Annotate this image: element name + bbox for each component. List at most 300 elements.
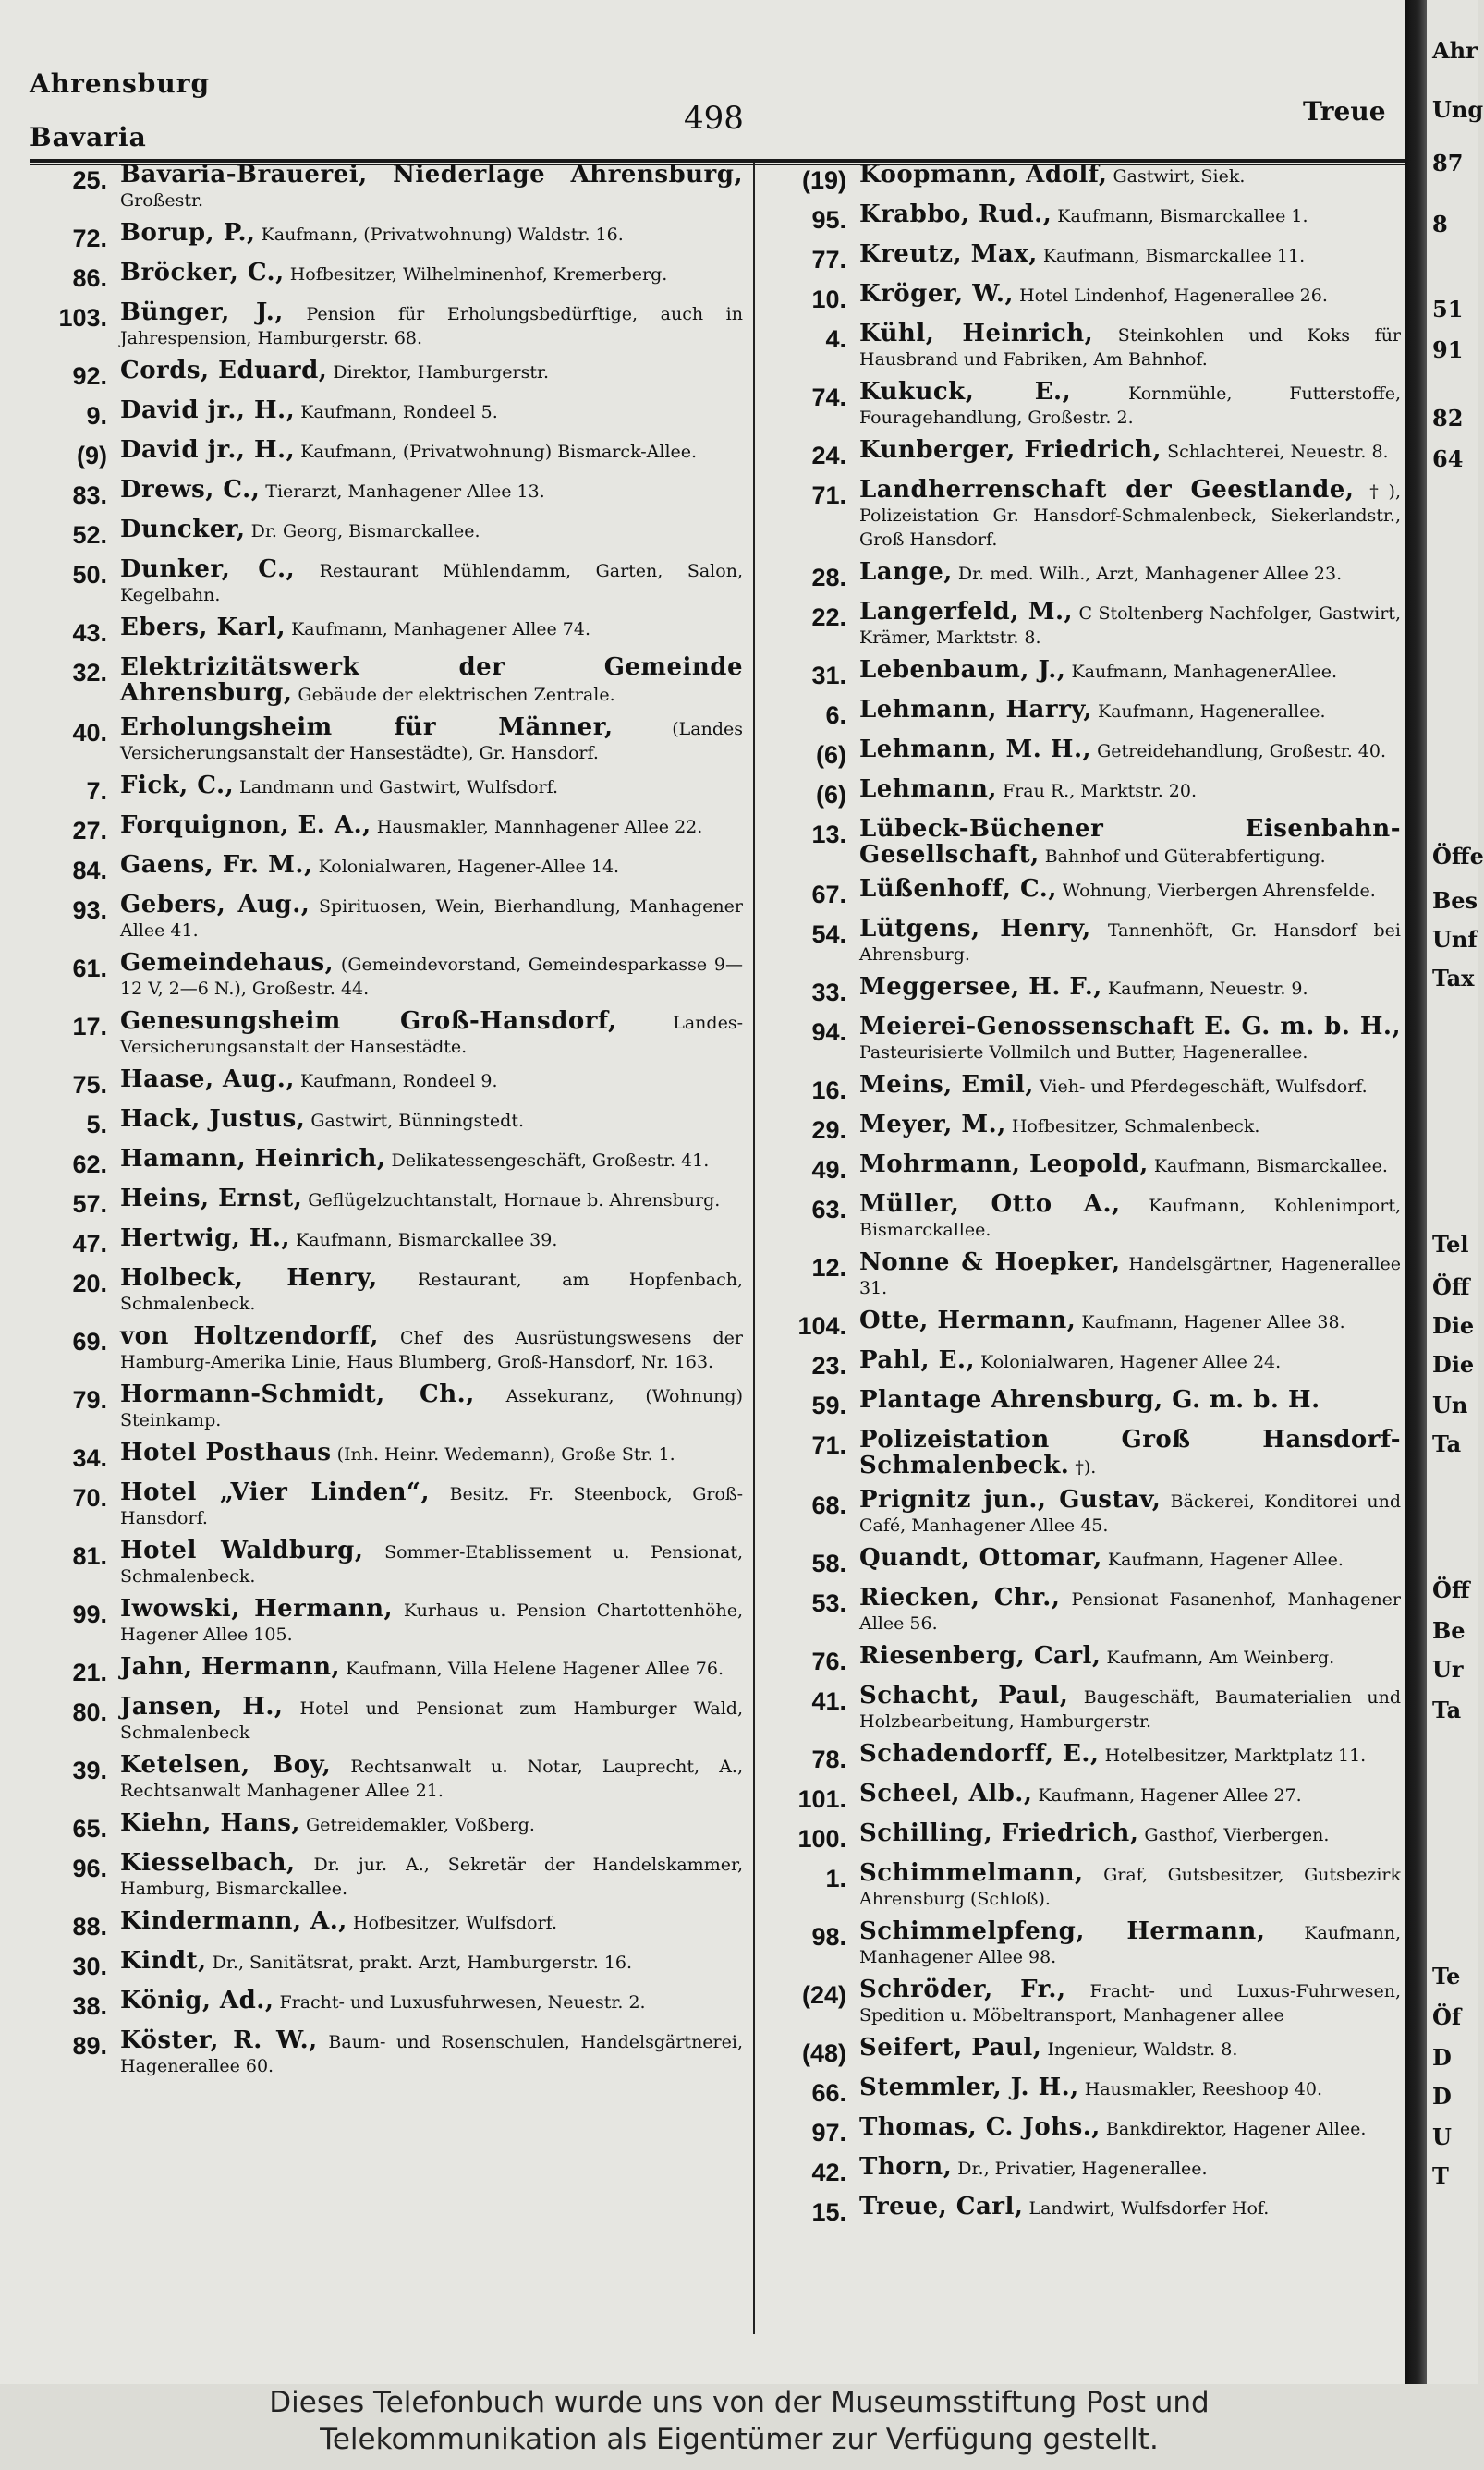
entry-phone-number: 52. [72,521,107,549]
entry-details: Dr., Sanitätsrat, prakt. Arzt, Hamburgerstr. 16. [212,1953,633,1973]
entry-phone-number: 70. [72,1484,107,1512]
entry-details: Graf, Gutsbesitzer, Gutsbezirk Ahrensburg (Schloß). [859,1865,1401,1909]
entry-details: Kolonialwaren, Hagener Allee 24. [980,1352,1282,1372]
entry-details: Restaurant, am Hopfenbach, Schmalenbeck. [120,1270,743,1314]
entry-phone-number: 101. [797,1785,846,1813]
entry-phone-number: 5. [86,1111,107,1138]
entry-details: Dr. med. Wilh., Arzt, Manhagener Allee 23. [957,564,1343,584]
directory-entry [763,1782,1401,1813]
directory-entry [33,1909,743,1941]
entry-text [859,1488,1401,1538]
entry-details: Kaufmann, Hagener Allee 38. [1081,1312,1345,1332]
directory-entry [763,1113,1401,1144]
entry-name: Kiehn, Hans, [120,1809,300,1837]
entry-text [859,380,1401,430]
entry-name: Heins, Ernst, [120,1185,303,1212]
directory-entry [33,1851,743,1901]
entry-details: Landes-Versicherungsanstalt der Hansestädte. [120,1013,743,1057]
directory-entry [33,557,743,607]
directory-entry [33,893,743,943]
directory-entry [33,1382,743,1432]
entry-name: Schacht, Paul, [859,1682,1069,1710]
directory-entry [33,359,743,390]
entry-text [859,1250,1401,1300]
directory-entry [763,737,1401,769]
book-gutter [1405,0,1427,2384]
header-town: Ahrensburg [30,68,211,99]
entry-text [859,1152,1401,1178]
directory-entry [763,2195,1401,2226]
entry-details: Rechtsanwalt u. Notar, Lauprecht, A., Rechtsanwalt Manhagener Allee 21. [120,1757,744,1801]
entry-name: Meierei-Genossenschaft E. G. m. b. H., [859,1013,1401,1040]
entry-details: (Gemeindevorstand, Gemeindesparkasse 9—12 V, 2—6 N.), Großestr. 44. [120,955,744,999]
next-page-fragment: Ta [1432,1697,1462,1723]
directory-entry [763,1015,1401,1065]
directory-entry [763,438,1401,469]
entry-name: Kühl, Heinrich, [859,320,1094,347]
entry-phone-number: 77. [811,246,846,274]
entry-phone-number: 97. [811,2119,846,2147]
entry-text [859,1546,1401,1572]
entry-details: Dr., Privatier, Hagenerallee. [957,2159,1208,2179]
next-page-fragment: D [1432,2044,1452,2071]
next-page-fragment: Ung [1432,96,1484,123]
entry-text [120,1909,743,1935]
directory-entry [763,1546,1401,1577]
entry-text [859,1684,1401,1734]
entry-name: Lehmann, M. H., [859,736,1092,763]
entry-name: Hormann-Schmidt, Ch., [120,1381,475,1408]
entry-phone-number: 6. [825,701,846,729]
entry-phone-number: 74. [811,383,846,411]
entry-name: Kindermann, A., [120,1907,347,1935]
entry-phone-number: 72. [72,225,107,252]
directory-entry [763,380,1401,430]
entry-phone-number: 78. [811,1746,846,1773]
entry-details: Pasteurisierte Vollmilch und Butter, Hagenerallee. [859,1042,1308,1063]
entry-phone-number: 76. [811,1648,846,1675]
entry-details: Kaufmann, Bismarckallee 1. [1057,206,1308,226]
entry-details: Bäckerei, Konditorei und Café, Manhagener Allee 45. [859,1491,1401,1536]
entry-text [120,1989,743,2014]
directory-entry [33,517,743,549]
entry-name: David jr., H., [120,436,296,464]
directory-entry [33,1266,743,1316]
entry-details: Schlachterei, Neuestr. 8. [1167,442,1389,462]
left-column [33,163,743,2087]
entry-text [859,975,1401,1001]
entry-details: Kaufmann, ManhagenerAllee. [1071,662,1338,682]
directory-entry [763,478,1401,552]
directory-entry [33,1949,743,1980]
directory-entry [33,951,743,1001]
entry-phone-number: 47. [72,1230,107,1258]
entry-text [859,1919,1401,1969]
directory-entry [33,221,743,252]
entry-text [859,478,1401,552]
entry-text [120,1851,743,1901]
directory-entry [33,1655,743,1686]
entry-details: Ingenieur, Waldstr. 8. [1047,2039,1238,2060]
entry-details: Kaufmann, Bismarckallee. [1153,1156,1388,1176]
entry-phone-number: 89. [72,2032,107,2060]
entry-phone-number: 43. [72,619,107,647]
entry-name: Iwowski, Hermann, [120,1595,394,1623]
next-page-fragment: 8 [1432,211,1448,237]
entry-details: Direktor, Hamburgerstr. [333,362,549,383]
entry-text [120,1266,743,1316]
entry-text [859,1742,1401,1768]
entry-text [120,1147,743,1173]
entry-phone-number: 33. [811,979,846,1006]
entry-details: Pensionat Fasanenhof, Manhagener Allee 56. [859,1589,1402,1634]
entry-text [120,2028,743,2078]
entry-text [859,438,1401,464]
entry-details: Kaufmann, Kohlenimport, Bismarckallee. [859,1196,1402,1240]
entry-details: Gasthof, Vierbergen. [1144,1825,1330,1845]
entry-phone-number: 13. [811,821,846,848]
entry-details: (Inh. Heinr. Wedemann), Große Str. 1. [336,1444,675,1465]
entry-name: Seifert, Paul, [859,2034,1042,2062]
entry-phone-number: 69. [72,1328,107,1356]
entry-details: Kaufmann, Rondeel 9. [299,1071,498,1091]
entry-name: Schadendorff, E., [859,1740,1100,1768]
next-page-fragment: Unf [1432,926,1478,953]
entry-name: Nonne & Hoepker, [859,1248,1121,1276]
entry-details: Vieh- und Pferdegeschäft, Wulfsdorf. [1040,1077,1368,1097]
entry-name: Krabbo, Rud., [859,201,1052,228]
entry-name: Kindt, [120,1947,207,1975]
directory-entry [33,2028,743,2078]
next-page-fragment: Öffe [1432,843,1484,870]
directory-entry [763,917,1401,967]
entry-phone-number: 30. [72,1953,107,1980]
entry-phone-number: 92. [72,362,107,390]
entry-phone-number: 65. [72,1815,107,1843]
entry-name: Prignitz jun., Gustav, [859,1486,1162,1514]
entry-name: Lebenbaum, J., [859,656,1066,684]
entry-text [120,1009,743,1059]
directory-entry [763,1488,1401,1538]
entry-details: Kaufmann, Rondeel 5. [300,402,498,422]
entry-phone-number: 53. [811,1589,846,1617]
directory-entry [763,2115,1401,2147]
next-page-fragment: 51 [1432,296,1464,322]
entry-phone-number: (48) [801,2039,846,2067]
entry-details: Hofbesitzer, Wilhelminenhof, Kremerberg. [289,264,668,285]
entry-details: Steinkohlen und Koks für Hausbrand und Fabriken, Am Bahnhof. [859,325,1402,370]
entry-phone-number: 25. [72,166,107,194]
entry-text [859,1192,1401,1242]
entry-name: Scheel, Alb., [859,1780,1033,1807]
entry-text [859,698,1401,724]
entry-phone-number: 84. [72,857,107,884]
entry-text [120,1226,743,1252]
directory-entry [33,163,743,213]
footer-line-1: Dieses Telefonbuch wurde uns von der Museumsstiftung Post und [269,2386,1210,2419]
entry-details: Kaufmann, (Privatwohnung) Bismarck-Allee. [300,442,698,462]
entry-details: Fracht- und Luxus-Fuhrwesen, Spedition u. Möbeltransport, Manhagener allee [859,1981,1401,2026]
entry-name: Hotel Waldburg, [120,1537,364,1564]
entry-details: Kaufmann, (Privatwohnung) Waldstr. 16. [261,225,624,245]
entry-name: Gebers, Aug., [120,891,310,919]
entry-name: Ketelsen, Boy, [120,1751,332,1779]
entry-text [859,560,1401,586]
entry-details: Sommer-Etablissement u. Pensionat, Schmalenbeck. [120,1542,744,1587]
entry-text [120,261,743,286]
entry-details: Wohnung, Vierbergen Ahrensfelde. [1062,881,1376,901]
entry-details: Kaufmann, Manhagener Allee 74. [291,619,591,639]
entry-phone-number: 9. [86,402,107,430]
entry-text [120,300,743,350]
next-page-fragment: 82 [1432,405,1464,432]
next-page-fragment: T [1432,2162,1449,2189]
entry-details: Delikatessengeschäft, Großestr. 41. [391,1150,710,1171]
entry-details: Kolonialwaren, Hagener-Allee 14. [318,857,620,877]
entry-text [120,359,743,384]
directory-entry [33,615,743,647]
footer-note [0,2384,1478,2470]
entry-name: Hack, Justus, [120,1105,306,1133]
entry-name: Meyer, M., [859,1111,1006,1138]
entry-text [120,773,743,799]
entry-details: Fracht- und Luxusfuhrwesen, Neuestr. 2. [279,1992,646,2013]
entry-text [120,1480,743,1530]
entry-details: Handelsgärtner, Hagenerallee 31. [859,1254,1402,1298]
entry-text [120,1067,743,1093]
entry-text [120,951,743,1001]
entry-name: Kreutz, Max, [859,240,1038,268]
entry-text [859,1113,1401,1138]
entry-phone-number: 21. [72,1659,107,1686]
entry-name: Drews, C., [120,476,261,504]
column-divider [753,163,755,2334]
directory-entry [33,1811,743,1843]
entry-name: Kröger, W., [859,280,1015,308]
entry-text [120,655,743,707]
entry-text [859,282,1401,308]
footer-line-2: Telekommunikation als Eigentümer zur Verfügung gestellt. [320,2423,1159,2456]
entry-name: Lütgens, Henry, [859,915,1091,943]
directory-entry [33,1147,743,1178]
entry-text [859,1586,1401,1636]
directory-entry [33,1480,743,1530]
next-page-fragment: Die [1432,1312,1475,1339]
next-page-fragment: Un [1432,1392,1468,1418]
entry-phone-number: 7. [86,777,107,805]
directory-entry [763,658,1401,689]
next-page-fragment: Öf [1432,2003,1462,2030]
entry-name: Koopmann, Adolf, [859,161,1108,189]
entry-details: Frau R., Marktstr. 20. [1003,781,1197,801]
entry-name: Stemmler, J. H., [859,2074,1079,2101]
entry-text [120,438,743,464]
header-first-entry: Bavaria [30,122,147,152]
directory-entry [763,1644,1401,1675]
entry-phone-number: 88. [72,1913,107,1941]
directory-entry [763,1742,1401,1773]
entry-details: Kurhaus u. Pension Chartottenhöhe, Hagener Allee 105. [120,1600,743,1645]
entry-details: Restaurant Mühlendamm, Garten, Salon, Kegelbahn. [120,561,743,605]
entry-name: Duncker, [120,516,246,543]
next-page-edge [1427,0,1484,2384]
entry-name: Mohrmann, Leopold, [859,1150,1149,1178]
entry-details: Hotel Lindenhof, Hagenerallee 26. [1019,286,1328,306]
entry-phone-number: 96. [72,1855,107,1882]
directory-entry [763,877,1401,908]
entry-name: Langerfeld, M., [859,598,1074,626]
directory-entry [763,1684,1401,1734]
directory-entry [763,2036,1401,2067]
entry-phone-number: 17. [72,1013,107,1040]
entry-text [120,1655,743,1681]
entry-phone-number: 103. [58,304,107,332]
entry-name: Thorn, [859,2153,953,2181]
entry-text [120,1186,743,1212]
entry-name: Pahl, E., [859,1346,976,1374]
directory-entry [33,398,743,430]
directory-entry [763,560,1401,591]
entry-name: Gemeindehaus, [120,949,335,977]
entry-name: Kunberger, Friedrich, [859,436,1162,464]
entry-text [120,1597,743,1647]
next-page-fragment: Ta [1432,1430,1462,1457]
entry-name: Meins, Emil, [859,1071,1034,1099]
directory-entry [763,817,1401,869]
entry-name: Bavaria-Brauerei, Niederlage Ahrensburg, [120,161,743,189]
entry-text [120,1107,743,1133]
directory-entry [763,1977,1401,2027]
entry-text [859,600,1401,650]
entry-details: Hausmakler, Reeshoop 40. [1084,2079,1322,2099]
entry-text [120,853,743,879]
entry-details: Hausmakler, Mannhagener Allee 22. [376,817,703,837]
directory-entry [33,1753,743,1803]
entry-details: Geflügelzuchtanstalt, Hornaue b. Ahrensburg. [308,1190,721,1211]
entry-phone-number: 20. [72,1270,107,1297]
entry-details: Dr. Georg, Bismarckallee. [250,521,480,541]
entry-text [859,2155,1401,2181]
entry-details: Landmann und Gastwirt, Wulfsdorf. [239,777,559,797]
entry-text [859,1348,1401,1374]
entry-details: Hofbesitzer, Wulfsdorf. [352,1913,558,1933]
entry-phone-number: 29. [811,1116,846,1144]
entry-details: Kaufmann, Bismarckallee 11. [1042,246,1306,266]
directory-entry [33,715,743,765]
entry-details: C Stoltenberg Nachfolger, Gastwirt, Krämer, Marktstr. 8. [859,603,1401,648]
entry-name: Hertwig, H., [120,1224,291,1252]
directory-entry [33,1989,743,2020]
entry-phone-number: 83. [72,481,107,509]
directory-entry [763,698,1401,729]
entry-phone-number: 4. [825,325,846,353]
entry-phone-number: 31. [811,662,846,689]
page-number: 498 [684,100,744,137]
entry-name: Hotel „Vier Linden“, [120,1478,431,1506]
entry-text [859,1861,1401,1911]
entry-phone-number: 71. [811,1431,846,1459]
directory-entry [763,1073,1401,1104]
next-page-fragment: Öff [1432,1576,1470,1603]
entry-details: Besitz. Fr. Steenbock, Groß-Hansdorf. [120,1484,743,1528]
entry-phone-number: 22. [811,603,846,631]
entry-text [120,221,743,247]
entry-name: Lübeck-Büchener Eisenbahn-Gesellschaft, [859,815,1401,869]
directory-entry [33,1695,743,1745]
entry-phone-number: (24) [801,1981,846,2009]
directory-entry [33,478,743,509]
entry-details: Kaufmann, Villa Helene Hagener Allee 76. [346,1659,724,1679]
directory-entry [763,1919,1401,1969]
entry-name: Borup, P., [120,219,256,247]
entry-phone-number: 58. [811,1550,846,1577]
entry-phone-number: 54. [811,920,846,948]
entry-phone-number: 57. [72,1190,107,1218]
entry-text [859,1977,1401,2027]
entry-phone-number: 59. [811,1392,846,1419]
entry-name: Dunker, C., [120,555,296,583]
entry-phone-number: 10. [811,286,846,313]
entry-text [859,1782,1401,1807]
entry-phone-number: 50. [72,561,107,589]
entry-name: David jr., H., [120,396,296,424]
entry-phone-number: 63. [811,1196,846,1223]
entry-text [859,1388,1401,1414]
entry-name: Treue, Carl, [859,2193,1024,2221]
entry-text [859,1073,1401,1099]
entry-phone-number: 32. [72,659,107,687]
directory-entry [763,1861,1401,1911]
entry-name: König, Ad., [120,1987,274,2014]
entry-text [859,202,1401,228]
entry-text [859,1821,1401,1847]
entry-name: Bünger, J., [120,298,284,326]
next-page-fragment: Te [1432,1963,1461,1989]
entry-text [120,715,743,765]
entry-name: Hotel Posthaus [120,1439,332,1466]
entry-phone-number: 79. [72,1386,107,1414]
entry-details: Gastwirt, Siek. [1113,166,1246,187]
entry-name: Fick, C., [120,772,235,799]
entry-text [859,1015,1401,1065]
directory-entry [763,1152,1401,1184]
entry-details: Kaufmann, Hagener Allee 27. [1038,1785,1302,1806]
entry-text [120,398,743,424]
directory-entry [33,853,743,884]
entry-details: †). [1075,1457,1097,1478]
entry-text [120,1441,743,1466]
entry-name: Landherrenschaft der Geestlande, [859,476,1355,504]
next-page-fragment: D [1432,2083,1452,2110]
entry-details: Hotel und Pensionat zum Hamburger Wald, Schmalenbeck [120,1698,743,1743]
entry-name: Köster, R. W., [120,2026,318,2054]
entry-phone-number: 61. [72,955,107,982]
directory-entry [763,1192,1401,1242]
directory-entry [33,1009,743,1059]
entry-phone-number: 71. [811,481,846,509]
directory-entry [763,600,1401,650]
entry-text [859,917,1401,967]
entry-name: Otte, Hermann, [859,1307,1077,1334]
next-page-fragment: Ahr [1432,37,1478,64]
entry-name: Thomas, C. Johs., [859,2113,1101,2141]
directory-entry [33,1441,743,1472]
directory-entry [33,1186,743,1218]
entry-text [859,1644,1401,1670]
entry-details: Kaufmann, Am Weinberg. [1106,1648,1335,1668]
header-last-entry: Treue [1303,96,1386,127]
entry-phone-number: 93. [72,896,107,924]
